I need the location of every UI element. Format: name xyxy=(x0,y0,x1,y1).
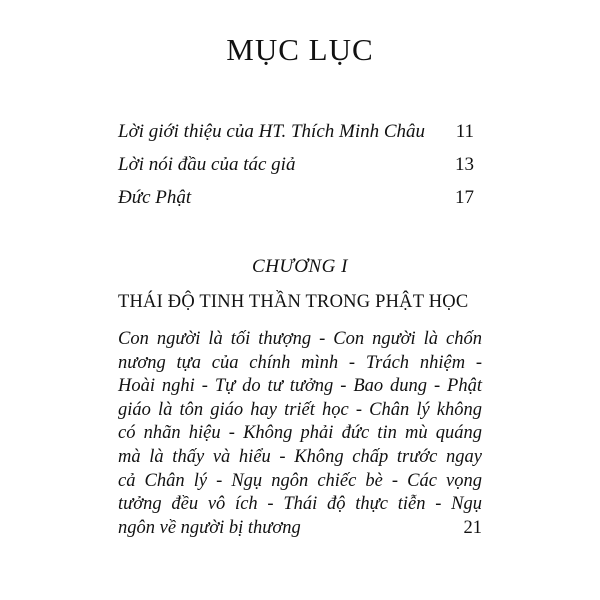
chapter-title: THÁI ĐỘ TINH THẦN TRONG PHẬT HỌC xyxy=(118,292,469,312)
toc-entry-page: 17 xyxy=(455,187,474,208)
summary-line: nương tựa của chính mình - Trách nhiệm - xyxy=(118,352,482,373)
chapter-page-number: 21 xyxy=(463,517,482,538)
page-title: MỤC LỤC xyxy=(226,32,374,67)
summary-line: cả Chân lý - Ngụ ngôn chiếc bè - Các vọng xyxy=(118,470,482,491)
summary-line-last xyxy=(118,517,482,541)
toc-entry xyxy=(118,187,474,220)
chapter-summary xyxy=(118,328,482,540)
toc-entry-page: 13 xyxy=(455,154,474,175)
summary-line-text: ngôn về người bị thương xyxy=(118,517,301,538)
summary-line: giáo là tôn giáo hay triết học - Chân lý không xyxy=(118,399,482,420)
chapter-heading: CHƯƠNG I xyxy=(252,256,348,277)
toc-entry xyxy=(118,121,474,154)
table-of-contents xyxy=(118,121,474,220)
summary-line: Con người là tối thượng - Con người là chốn xyxy=(118,329,482,349)
toc-entry-label: Lời giới thiệu của HT. Thích Minh Châu xyxy=(118,121,426,142)
toc-entry xyxy=(118,154,474,187)
toc-entry-page: 11 xyxy=(455,121,474,142)
summary-line: Hoài nghi - Tự do tư tưởng - Bao dung - Phật xyxy=(118,376,482,397)
summary-line: có nhãn hiệu - Không phải đức tin mù quáng xyxy=(118,423,482,444)
toc-entry-label: Đức Phật xyxy=(118,187,192,208)
summary-line: mà là thấy và hiểu - Không chấp trước ngay xyxy=(118,446,482,467)
summary-line: tưởng đều vô ích - Thái độ thực tiễn - Ngụ xyxy=(118,494,482,515)
toc-entry-label: Lời nói đầu của tác giả xyxy=(118,154,296,175)
